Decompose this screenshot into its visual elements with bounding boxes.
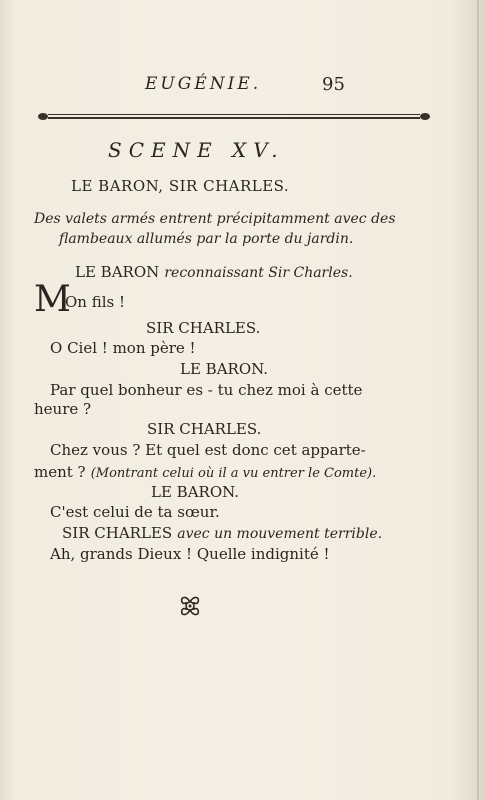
scene-characters: LE BARON, SIR CHARLES. — [71, 177, 290, 195]
speaker-heading-3: LE BARON. — [180, 360, 269, 378]
speaker-heading-5: LE BARON. — [151, 483, 240, 501]
speaker-name: LE BARON — [75, 263, 160, 281]
speaker-direction: avec un mouvement terrible. — [177, 526, 383, 542]
dialogue-text: ment ? — [34, 463, 86, 481]
page-number: 95 — [322, 74, 345, 95]
drop-cap: M — [34, 279, 71, 320]
scene-title: SCENE XV. — [108, 138, 285, 162]
dialogue-line-3a: Par quel bonheur es - tu chez moi à cette — [50, 381, 363, 399]
speaker-heading-6 — [62, 523, 382, 542]
page-header — [0, 74, 485, 100]
header-rule — [38, 113, 430, 120]
dialogue-line-6: Ah, grands Dieux ! Quelle indignité ! — [50, 545, 330, 563]
dialogue-line-4a: Chez vous ? Et quel est donc cet apparte- — [50, 441, 366, 459]
dialogue-line-2: O Ciel ! mon père ! — [50, 339, 196, 357]
speaker-heading-2: SIR CHARLES. — [146, 319, 261, 337]
speaker-direction: reconnaissant Sir Charles. — [164, 265, 353, 281]
dialogue-direction: (Montrant celui où il a vu entrer le Comte). — [90, 466, 377, 481]
stage-direction-line-2: flambeaux allumés par la porte du jardin. — [59, 231, 354, 247]
dialogue-line-3b: heure ? — [34, 400, 92, 418]
fleuron-ornament-icon — [176, 593, 204, 619]
dialogue-line-4b — [34, 462, 376, 481]
page-edge — [477, 0, 479, 800]
stage-direction-line-1: Des valets armés entrent précipitamment avec des — [34, 211, 396, 227]
dialogue-line-1: On fils ! — [65, 293, 126, 311]
running-title: EUGÉNIE. — [145, 74, 262, 94]
dialogue-line-5: C'est celui de ta sœur. — [50, 503, 220, 521]
speaker-heading-1 — [75, 262, 353, 281]
speaker-heading-4: SIR CHARLES. — [147, 420, 262, 438]
speaker-name: SIR CHARLES — [62, 524, 173, 542]
